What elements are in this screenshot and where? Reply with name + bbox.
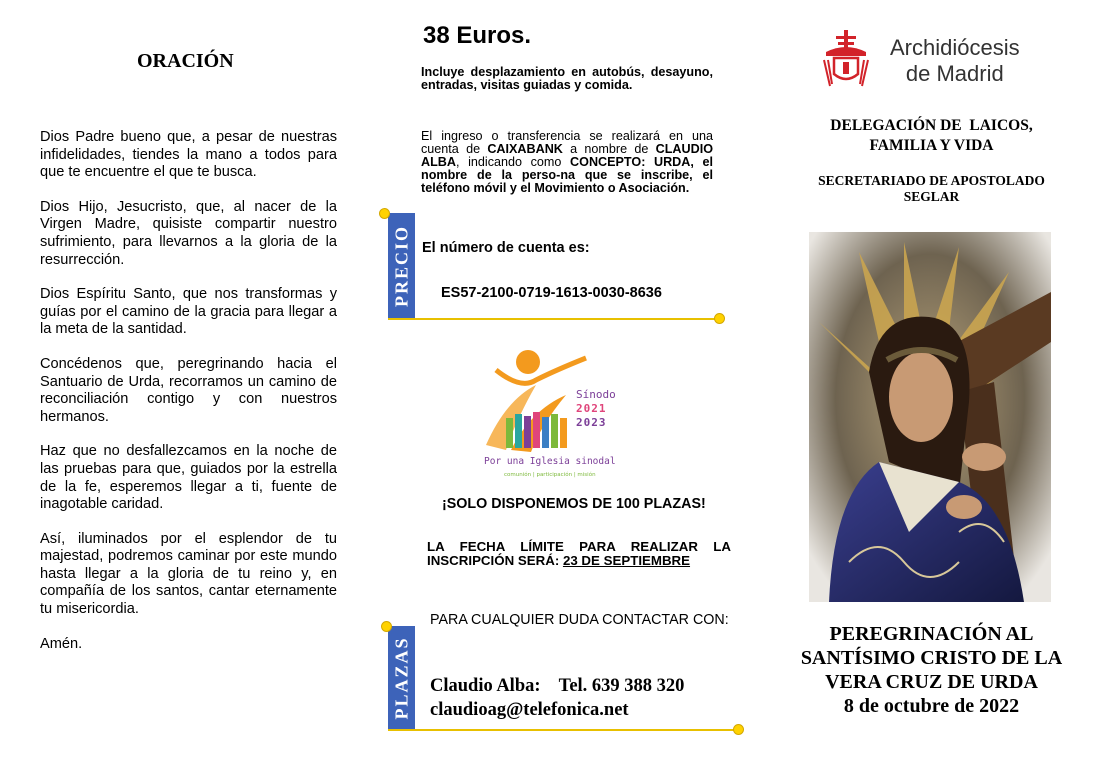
price-includes: Incluye desplazamiento en autobús, desayuno, entradas, visitas guiadas y comida. <box>421 65 713 92</box>
sinodo-word: Sínodo <box>576 388 616 401</box>
archdiocese-name-line2: de Madrid <box>905 61 1004 86</box>
prayer-paragraph: Concédenos que, peregrinando hacia el Santuario de Urda, recorramos un camino de reconciliación contigo y con nuestros hermanos. <box>40 355 337 425</box>
divider-line <box>388 318 720 320</box>
event-title <box>775 622 1088 718</box>
contact-name-phone: Claudio Alba: Tel. 639 388 320 <box>430 676 685 696</box>
prayer-paragraph: Amén. <box>40 635 83 652</box>
sinodo-subtitle: comunión | participación | misión <box>504 472 596 478</box>
account-holder: CLAUDIO ALBA <box>421 142 713 169</box>
delegation-title <box>775 116 1088 156</box>
prayer-title: ORACIÓN <box>137 50 234 72</box>
plazas-tab <box>388 626 415 730</box>
prayer-paragraph: Dios Padre bueno que, a pesar de nuestras infidelidades, tiendes la mano a todos para que te encuentre el que te busca. <box>40 129 337 181</box>
secretariat-line: SEGLAR <box>903 189 960 204</box>
face-icon <box>889 352 953 442</box>
deadline-label: LA FECHA LÍMITE PARA REALIZAR LA INSCRIPCIÓN SERÁ: <box>427 539 731 568</box>
gold-dot <box>379 208 390 219</box>
prayer-paragraph: Dios Hijo, Jesucristo, que, al nacer de la Virgen Madre, quisiste compartir nuestro sufrimiento, para llevarnos a la gloria de la resurrección. <box>40 198 337 268</box>
event-title-line: VERA CRUZ DE URDA <box>825 671 1038 693</box>
sinodo-year: 2023 <box>576 416 607 429</box>
gold-dot <box>714 313 725 324</box>
prayer-paragraph: Dios Espíritu Santo, que nos transformas y guías por el camino de la gracia para llegar a la meta de la santidad. <box>40 286 337 338</box>
delegation-line: DELEGACIÓN DE LAICOS, <box>830 117 1033 134</box>
sinodo-logo <box>476 340 636 480</box>
people-icon <box>506 412 567 448</box>
account-number: ES57-2100-0719-1613-0030-8636 <box>441 285 662 301</box>
delegation-line: FAMILIA Y VIDA <box>869 137 994 154</box>
sinodo-year: 2021 <box>576 402 607 415</box>
transfer-instructions <box>421 130 713 195</box>
archdiocese-name-line1: Archidiócesis <box>890 35 1020 60</box>
deadline-date: 23 DE SEPTIEMBRE <box>562 552 691 568</box>
gold-dot <box>733 724 744 735</box>
plazas-message: ¡SOLO DISPONEMOS DE 100 PLAZAS! <box>442 496 706 512</box>
cristo-image <box>809 232 1051 602</box>
price-heading: 38 Euros. <box>423 22 532 49</box>
contact-message: PARA CUALQUIER DUDA CONTACTAR CON: <box>430 612 729 628</box>
secretariat-line: SECRETARIADO DE APOSTOLADO <box>818 173 1045 188</box>
plazas-tab-label: PLAZAS <box>391 636 411 720</box>
sinodo-tagline: Por una Iglesia sinodal <box>484 456 616 467</box>
deadline-text <box>427 540 731 567</box>
sun-icon <box>516 350 540 374</box>
precio-tab <box>388 213 415 319</box>
archdiocese-name <box>890 35 1020 87</box>
transfer-text: El ingreso o transferencia se realizará en una cuenta de <box>421 129 713 156</box>
account-label: El número de cuenta es: <box>422 240 590 256</box>
bank-name: CAIXABANK <box>487 142 563 156</box>
prayer-paragraph: Así, iluminados por el esplendor de tu majestad, podremos caminar por este mundo hasta llegar a la gloria de tu reino y, en compañía de los santos, cantar eternamente tu misericordia. <box>40 530 337 618</box>
event-title-line: SANTÍSIMO CRISTO DE LA <box>800 647 1063 669</box>
event-date: 8 de octubre de 2022 <box>843 695 1020 717</box>
prayer-paragraph: Haz que no desfallezcamos en la noche de las pruebas para que, guiados por la estrella de la fe, esperemos llegar a ti, fuente de inagotable caridad. <box>40 443 337 513</box>
divider-line <box>388 729 740 731</box>
transfer-text: a nombre de <box>562 142 656 156</box>
contact-email: claudioag@telefonica.net <box>430 700 629 720</box>
transfer-concept: CONCEPTO: URDA, el nombre de la perso-na que se inscribe, el teléfono móvil y el Movimiento o Asociación. <box>421 155 713 195</box>
archdiocese-crest-icon <box>818 30 874 90</box>
swoosh-icon <box>496 358 586 383</box>
prayer-text <box>40 129 337 670</box>
transfer-text: , indicando como <box>455 155 571 169</box>
gold-dot <box>381 621 392 632</box>
precio-tab-label: PRECIO <box>391 224 411 308</box>
event-title-line: PEREGRINACIÓN AL <box>829 623 1034 645</box>
secretariat-title <box>775 173 1088 205</box>
